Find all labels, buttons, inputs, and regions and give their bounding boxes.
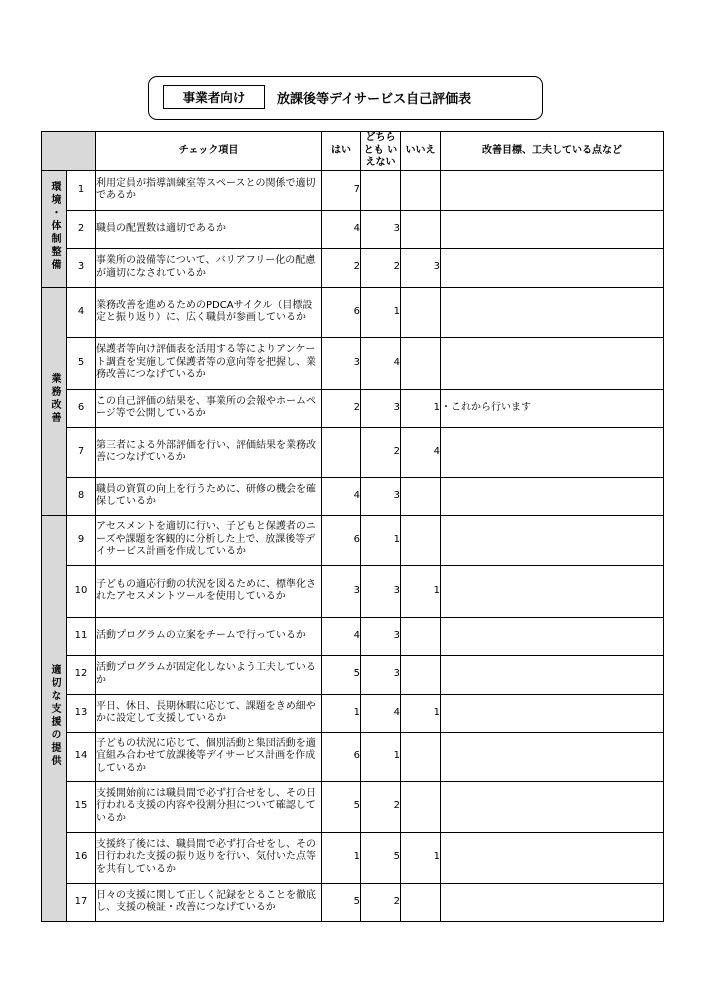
table-header-row: [42, 132, 664, 171]
check-item-text: 支援終了後には、職員間で必ず打合せをし、その日行われた支援の振り返りを行い、気付いた点等を共有しているか: [96, 832, 322, 883]
yes-count: 6: [322, 732, 361, 781]
item-number: 9: [67, 515, 96, 565]
item-number: 17: [67, 883, 96, 921]
table-row: [42, 170, 664, 210]
improvement-note: [441, 694, 664, 732]
improvement-note: [441, 617, 664, 655]
check-item-text: この自己評価の結果を、事業所の会報やホームページ等で公開しているか: [96, 389, 322, 427]
neither-count: 2: [361, 427, 401, 477]
no-count: [401, 287, 441, 337]
check-item-text: 利用定員が指導訓練室等スペースとの関係で適切であるか: [96, 170, 322, 210]
check-item-text: 第三者による外部評価を行い、評価結果を業務改善につなげているか: [96, 427, 322, 477]
evaluation-table: [41, 131, 664, 922]
no-count: [401, 781, 441, 832]
check-item-text: 事業所の設備等について、バリアフリー化の配慮が適切になされているか: [96, 248, 322, 287]
table-row: [42, 732, 664, 781]
improvement-note: [441, 883, 664, 921]
no-count: [401, 732, 441, 781]
check-item-text: 子どもの状況に応じて、個別活動と集団活動を適宜組み合わせて放課後等デイサービス計画を作成しているか: [96, 732, 322, 781]
table-row: [42, 287, 664, 337]
table-row: [42, 248, 664, 287]
table-row: [42, 694, 664, 732]
table-row: [42, 389, 664, 427]
neither-count: [361, 170, 401, 210]
category-cell: [42, 287, 67, 515]
check-item-text: 日々の支援に関して正しく記録をとることを徹底し、支援の検証・改善につなげているか: [96, 883, 322, 921]
category-label: 適切な支援の提供: [49, 663, 60, 768]
yes-count: 1: [322, 832, 361, 883]
yes-count: 1: [322, 694, 361, 732]
yes-count: 3: [322, 337, 361, 389]
yes-count: 2: [322, 248, 361, 287]
improvement-note: [441, 732, 664, 781]
no-count: [401, 617, 441, 655]
no-count: [401, 655, 441, 694]
neither-count: 3: [361, 617, 401, 655]
neither-count: 2: [361, 883, 401, 921]
no-count: [401, 210, 441, 248]
no-count: 3: [401, 248, 441, 287]
table-row: [42, 781, 664, 832]
category-label: 業務改善: [49, 372, 60, 425]
header-check-item: チェック項目: [96, 132, 322, 171]
category-label: 環境・体制整備: [49, 180, 60, 272]
check-item-text: 子どもの適応行動の状況を図るために、標準化されたアセスメントツールを使用しているか: [96, 565, 322, 617]
neither-count: 2: [361, 248, 401, 287]
check-item-text: 活動プログラムの立案をチームで行っているか: [96, 617, 322, 655]
no-count: [401, 477, 441, 515]
neither-count: 3: [361, 565, 401, 617]
check-item-text: 活動プログラムが固定化しないよう工夫しているか: [96, 655, 322, 694]
yes-count: [322, 427, 361, 477]
yes-count: 5: [322, 781, 361, 832]
title-box: [148, 76, 543, 120]
category-cell: [42, 170, 67, 287]
table-row: [42, 210, 664, 248]
yes-count: 5: [322, 655, 361, 694]
no-count: 1: [401, 389, 441, 427]
neither-count: 1: [361, 287, 401, 337]
item-number: 11: [67, 617, 96, 655]
improvement-note: [441, 781, 664, 832]
improvement-note: [441, 210, 664, 248]
neither-count: 2: [361, 781, 401, 832]
table-row: [42, 427, 664, 477]
no-count: [401, 515, 441, 565]
item-number: 8: [67, 477, 96, 515]
table-row: [42, 477, 664, 515]
item-number: 7: [67, 427, 96, 477]
improvement-note: [441, 170, 664, 210]
check-item-text: 保護者等向け評価表を活用する等によりアンケート調査を実施して保護者等の意向等を把握し、業務改善につなげているか: [96, 337, 322, 389]
yes-count: 6: [322, 287, 361, 337]
neither-count: 3: [361, 655, 401, 694]
header-neither: どちらとも いえない: [361, 132, 401, 171]
no-count: [401, 883, 441, 921]
yes-count: 3: [322, 565, 361, 617]
item-number: 5: [67, 337, 96, 389]
table-row: [42, 565, 664, 617]
neither-count: 3: [361, 389, 401, 427]
item-number: 16: [67, 832, 96, 883]
item-number: 1: [67, 170, 96, 210]
improvement-note: [441, 337, 664, 389]
yes-count: 6: [322, 515, 361, 565]
table-row: [42, 883, 664, 921]
check-item-text: 平日、休日、長期休暇に応じて、課題をきめ細やかに設定して支援しているか: [96, 694, 322, 732]
improvement-note: ・これから行います: [441, 389, 664, 427]
neither-count: 1: [361, 732, 401, 781]
yes-count: 4: [322, 210, 361, 248]
neither-count: 3: [361, 477, 401, 515]
yes-count: 7: [322, 170, 361, 210]
table-row: [42, 515, 664, 565]
check-item-text: 業務改善を進めるためのPDCAサイクル（目標設定と振り返り）に、広く職員が参画しているか: [96, 287, 322, 337]
yes-count: 4: [322, 617, 361, 655]
improvement-note: [441, 248, 664, 287]
no-count: [401, 170, 441, 210]
yes-count: 4: [322, 477, 361, 515]
item-number: 13: [67, 694, 96, 732]
category-cell: [42, 515, 67, 921]
check-item-text: 職員の配置数は適切であるか: [96, 210, 322, 248]
item-number: 2: [67, 210, 96, 248]
audience-label: 事業者向け: [163, 85, 265, 109]
table-row: [42, 655, 664, 694]
improvement-note: [441, 287, 664, 337]
improvement-note: [441, 565, 664, 617]
check-item-text: 職員の資質の向上を行うために、研修の機会を確保しているか: [96, 477, 322, 515]
item-number: 3: [67, 248, 96, 287]
improvement-note: [441, 427, 664, 477]
improvement-note: [441, 832, 664, 883]
item-number: 14: [67, 732, 96, 781]
neither-count: 3: [361, 210, 401, 248]
table-row: [42, 832, 664, 883]
improvement-note: [441, 655, 664, 694]
neither-count: 1: [361, 515, 401, 565]
header-yes: はい: [322, 132, 361, 171]
improvement-note: [441, 477, 664, 515]
item-number: 4: [67, 287, 96, 337]
item-number: 6: [67, 389, 96, 427]
no-count: 1: [401, 694, 441, 732]
table-row: [42, 337, 664, 389]
no-count: 1: [401, 565, 441, 617]
no-count: 1: [401, 832, 441, 883]
item-number: 10: [67, 565, 96, 617]
improvement-note: [441, 515, 664, 565]
neither-count: 4: [361, 694, 401, 732]
item-number: 12: [67, 655, 96, 694]
item-number: 15: [67, 781, 96, 832]
header-notes: 改善目標、工夫している点など: [441, 132, 664, 171]
yes-count: 2: [322, 389, 361, 427]
no-count: 4: [401, 427, 441, 477]
no-count: [401, 337, 441, 389]
neither-count: 5: [361, 832, 401, 883]
yes-count: 5: [322, 883, 361, 921]
table-row: [42, 617, 664, 655]
check-item-text: 支援開始前には職員間で必ず打合せをし、その日行われる支援の内容や役割分担について確認しているか: [96, 781, 322, 832]
check-item-text: アセスメントを適切に行い、子どもと保護者のニーズや課題を客観的に分析した上で、放課後等デイサービス計画を作成しているか: [96, 515, 322, 565]
header-blank: [42, 132, 96, 171]
neither-count: 4: [361, 337, 401, 389]
header-no: いいえ: [401, 132, 441, 171]
page-title: 放課後等デイサービス自己評価表: [277, 91, 472, 107]
